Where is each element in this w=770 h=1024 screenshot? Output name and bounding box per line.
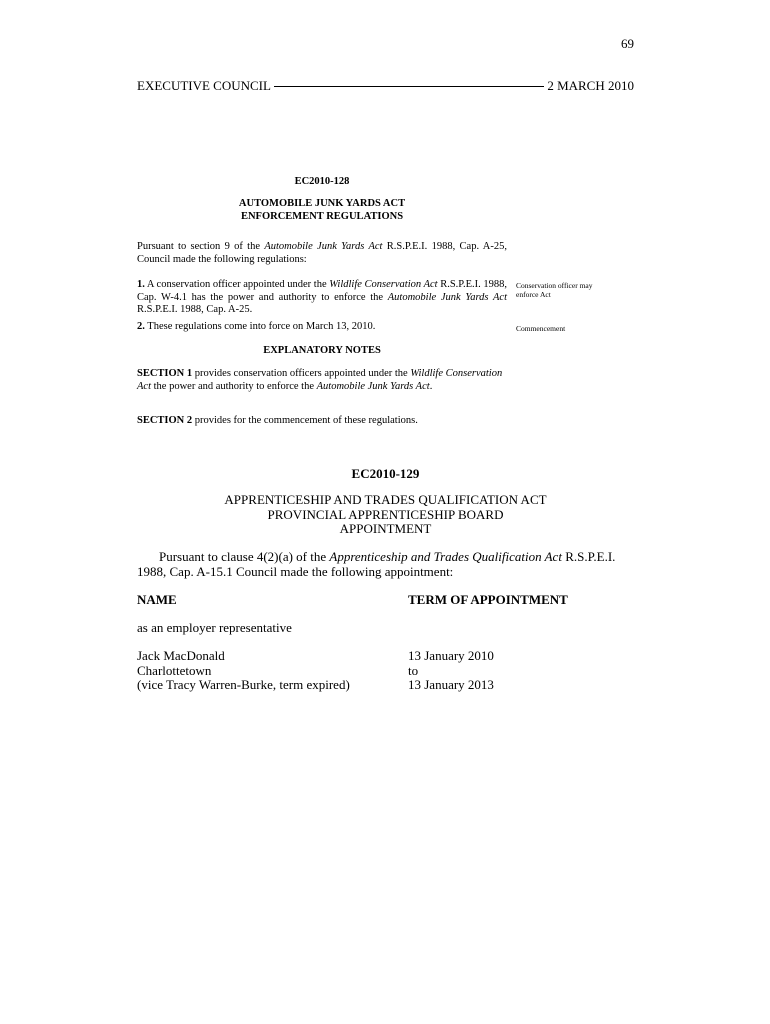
- preamble-128: [137, 241, 507, 266]
- preamble-129-act: Apprenticeship and Trades Qualification Act: [329, 549, 562, 564]
- preamble-128-act: Automobile Junk Yards Act: [264, 241, 383, 252]
- note-1-act-a: Wildlife Conservation Act: [137, 368, 503, 392]
- note-2-label: SECTION 2: [137, 415, 193, 426]
- preamble-129-rest: R.S.P.E.I. 1988, Cap. A-15.1 Council made the following appointment:: [137, 549, 616, 579]
- note-1-text-c: .: [429, 380, 433, 392]
- note-1-text-b: the power and authority to enforce the: [151, 380, 317, 392]
- appointee-city: Charlottetown: [137, 662, 212, 678]
- section-1-text-c: R.S.P.E.I. 1988, Cap. A-25.: [137, 304, 253, 315]
- section-1-text-a: A conservation officer appointed under the: [144, 279, 330, 290]
- order-title-129-line2: PROVINCIAL APPRENTICESHIP BOARD: [267, 506, 504, 522]
- margin-note-section-1: Conservation officer may enforce Act: [516, 281, 593, 299]
- appointee-details: [137, 649, 350, 693]
- explanatory-note-2: [137, 415, 537, 428]
- section-1-act-a: Wildlife Conservation Act: [329, 279, 438, 290]
- appointee-vice: (vice Tracy Warren-Burke, term expired): [137, 677, 350, 692]
- order-title-128: [137, 198, 507, 223]
- margin-note-section-2: Commencement: [516, 324, 566, 333]
- running-header: [137, 78, 634, 94]
- appointee-name: Jack MacDonald: [137, 648, 225, 663]
- order-title-129-line3: APPOINTMENT: [339, 521, 432, 536]
- section-1-number: 1.: [137, 279, 145, 290]
- section-2: [137, 321, 507, 334]
- order-title-129-line1: APPRENTICESHIP AND TRADES QUALIFICATION ACT: [224, 492, 547, 507]
- header-date: 2 MARCH 2010: [547, 78, 634, 93]
- appointee-term: [408, 649, 494, 693]
- page-number: 69: [621, 36, 634, 51]
- section-1-text-b: R.S.P.E.I. 1988, Cap. W-4.1 has the power and authority to enforce the: [137, 279, 507, 303]
- term-to: to: [408, 662, 419, 678]
- appointee-category: as an employer representative: [137, 620, 292, 635]
- header-rule: [274, 86, 544, 87]
- order-number-129: EC2010-129: [351, 466, 420, 481]
- preamble-129: [137, 550, 634, 579]
- note-1-label: SECTION 1: [137, 368, 193, 379]
- note-2-text: provides for the commencement of these regulations.: [192, 415, 418, 426]
- preamble-128-text: Pursuant to section 9 of the: [137, 241, 265, 252]
- column-header-term: TERM OF APPOINTMENT: [408, 592, 568, 607]
- section-2-number: 2.: [137, 321, 145, 332]
- explanatory-note-1: [137, 368, 507, 393]
- term-start: 13 January 2010: [408, 648, 494, 663]
- preamble-129-text: Pursuant to clause 4(2)(a) of the: [159, 549, 330, 564]
- section-1: [137, 279, 507, 317]
- note-1-text-a: provides conservation officers appointed under the: [192, 368, 411, 379]
- order-title-129: [137, 493, 634, 537]
- column-header-name: NAME: [137, 592, 177, 607]
- header-title: EXECUTIVE COUNCIL: [137, 78, 271, 93]
- explanatory-notes-heading: EXPLANATORY NOTES: [263, 345, 381, 356]
- section-1-act-b: Automobile Junk Yards Act: [387, 291, 507, 303]
- note-1-act-b: Automobile Junk Yards Act: [316, 380, 430, 392]
- section-2-text: These regulations come into force on March 13, 2010.: [144, 321, 376, 332]
- preamble-128-rest: R.S.P.E.I. 1988, Cap. A-25, Council made the following regulations:: [137, 241, 508, 265]
- order-title-128-line1: AUTOMOBILE JUNK YARDS ACT: [238, 198, 406, 209]
- order-number-128: EC2010-128: [294, 176, 350, 187]
- order-title-128-line2: ENFORCEMENT REGULATIONS: [240, 210, 404, 222]
- term-end: 13 January 2013: [408, 677, 494, 692]
